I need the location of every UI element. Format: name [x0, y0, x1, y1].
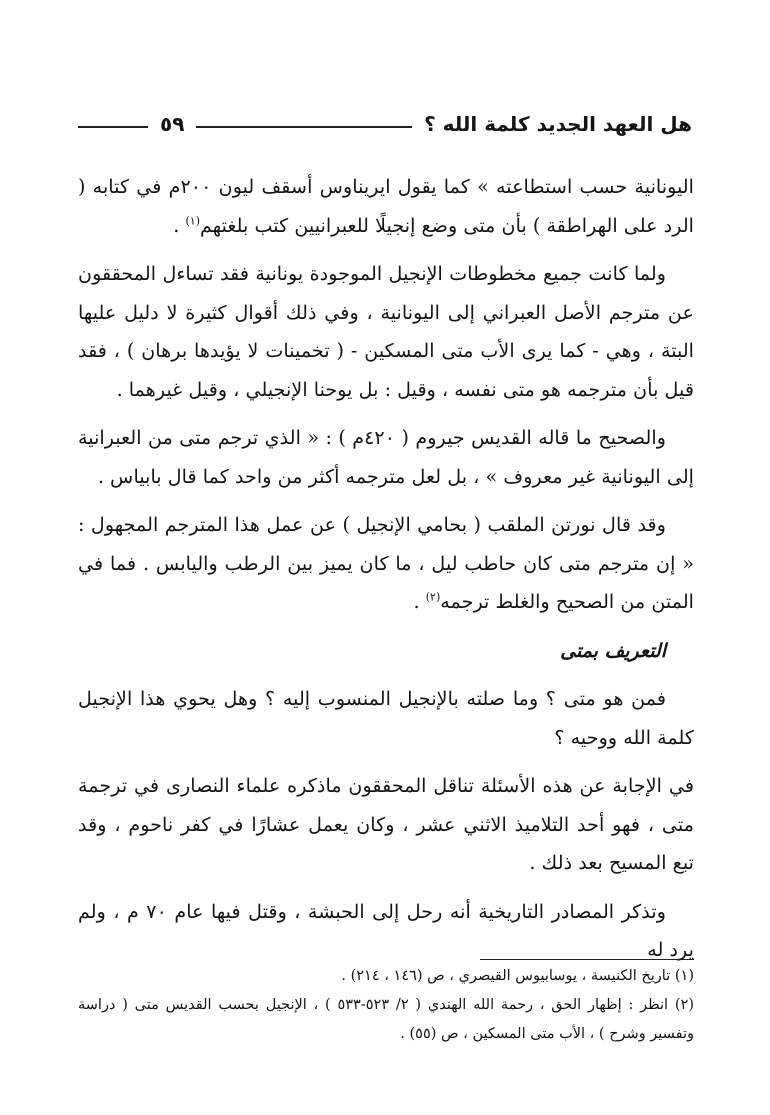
header-rule-end [78, 126, 148, 128]
section-heading: التعريف بمتى [560, 639, 666, 662]
paragraph-5: فمن هو متى ؟ وما صلته بالإنجيل المنسوب إليه ؟ وهل يحوي هذا الإنجيل كلمة الله ووحيه ؟ [78, 687, 694, 749]
footnotes [78, 962, 694, 1049]
paragraph-3: والصحيح ما قاله القديس جيروم ( ٤٢٠م ) : « الذي ترجم متى من العبرانية إلى اليونانية غير معروف » ، بل لعل مترجمه أكثر من واحد كما قال بابياس . [78, 426, 694, 488]
paragraph-4: وقد قال نورتن الملقب ( بحامي الإنجيل ) عن عمل هذا المترجم المجهول : « إن مترجم متى كان حاطب ليل ، ما كان يميز بين الرطب واليابس . فما في المتن من الصحيح والغلط ترجمه$^{(٢)}$ . [78, 513, 694, 613]
footnote-ref-2[interactable]: (٢) [425, 590, 441, 604]
running-header [78, 104, 692, 144]
page-number: ٥٩ [160, 112, 185, 136]
main-text [78, 168, 694, 980]
paragraph-1: اليونانية حسب استطاعته » كما يقول ايريناوس أسقف ليون ٢٠٠م في كتابه ( الرد على الهراطقة ) بأن متى وضع إنجيلًا للعبرانيين كتب بلغتهم$^{(١)}$ . [78, 175, 694, 237]
paragraph-6: في الإجابة عن هذه الأسئلة تناقل المحققون ماذكره علماء النصارى في ترجمة متى ، فهو أحد التلاميذ الاثني عشر ، وكان يعمل عشارًا في كفر ناحوم ، وقد تبع المسيح بعد ذلك . [78, 774, 694, 874]
footnote-1: (١) تاريخ الكنيسة ، يوسابيوس القيصري ، ص (١٤٦ ، ٢١٤) . [341, 968, 694, 984]
paragraph-7: وتذكر المصادر التاريخية أنه رحل إلى الحبشة ، وقتل فيها عام ٧٠ م ، ولم يرد له [78, 899, 694, 961]
paragraph-2: ولما كانت جميع مخطوطات الإنجيل الموجودة يونانية فقد تساءل المحققون عن مترجم الأصل العبراني إلى اليونانية ، وفي ذلك أقوال كثيرة لا دليل عليها البتة ، وهي - كما يرى الأب متى المسكين - ( تخمينات لا يؤيدها برهان ) ، فقد قيل بأن مترجمه هو متى نفسه ، وقيل : بل يوحنا الإنجيلي ، وقيل غيرهما . [78, 262, 694, 401]
footnote-2: (٢) انظر : إظهار الحق ، رحمة الله الهندي ( ٢/ ٥٢٣-٥٣٣ ) ، الإنجيل بحسب القديس متى ( دراسة وتفسير وشرح ) ، الأب متى المسكين ، ص (٥٥) . [78, 997, 694, 1042]
running-title: هل العهد الجديد كلمة الله ؟ [424, 112, 692, 136]
footnote-separator [480, 959, 694, 960]
header-rule [196, 126, 412, 128]
footnote-ref-1[interactable]: (١) [185, 214, 200, 228]
